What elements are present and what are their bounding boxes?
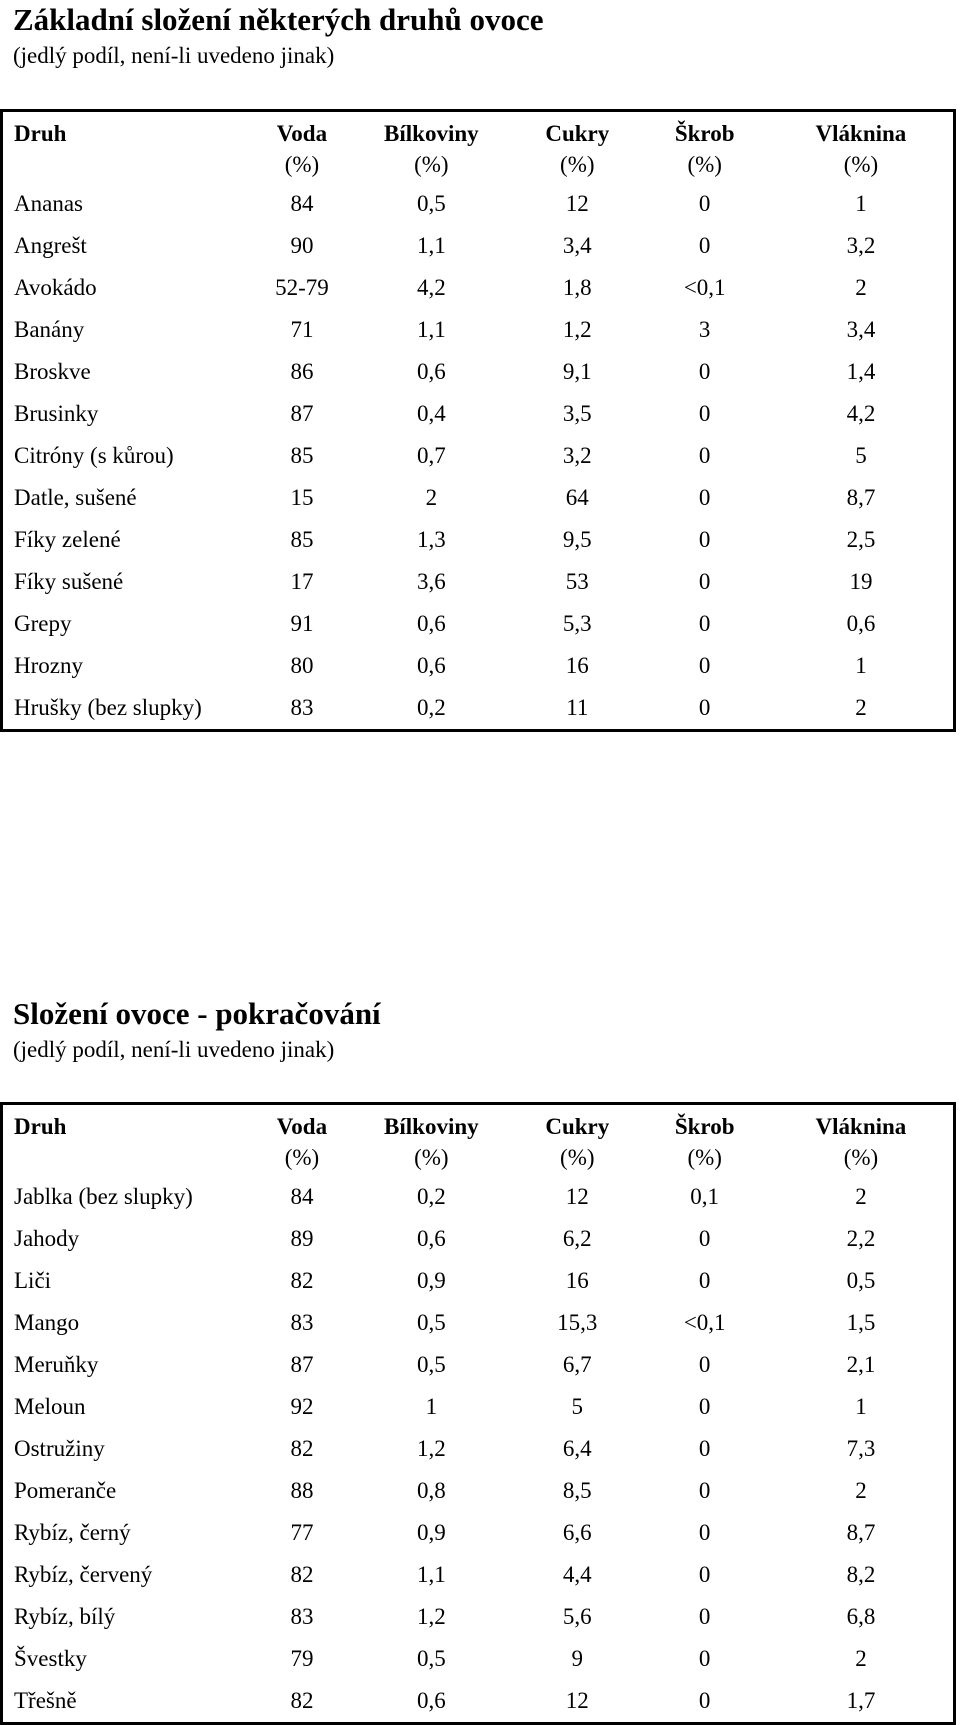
header-unit: (%) xyxy=(687,152,722,177)
value-cell: 0 xyxy=(698,1688,711,1713)
value-cell: 89 xyxy=(290,1226,314,1251)
value-cell: 1,1 xyxy=(416,317,446,342)
fruit-name-cell: Broskve xyxy=(14,359,91,384)
value-cell: 12 xyxy=(565,1688,589,1713)
value-cell: 15,3 xyxy=(557,1310,598,1335)
fruit-name-cell: Rybíz, červený xyxy=(14,1562,153,1587)
header-voda xyxy=(255,111,348,184)
value-cell: 2,1 xyxy=(846,1352,876,1377)
header-unit: (%) xyxy=(560,152,595,177)
value-cell: 6,8 xyxy=(846,1604,876,1629)
value-cell: 0,8 xyxy=(416,1478,446,1503)
value-cell: 0,6 xyxy=(416,653,446,678)
value-cell: 1,4 xyxy=(846,359,876,384)
table-row xyxy=(2,393,955,435)
value-cell: 3,4 xyxy=(562,233,592,258)
header-unit: (%) xyxy=(560,1145,595,1170)
fruit-composition-continued-table xyxy=(0,1102,956,1725)
header-label: Cukry xyxy=(545,121,610,146)
value-cell: 12 xyxy=(565,191,589,216)
header-cukry xyxy=(514,1104,640,1177)
header-unit: (%) xyxy=(687,1145,722,1170)
value-cell: 0,5 xyxy=(846,1268,876,1293)
value-cell: 5,6 xyxy=(562,1604,592,1629)
table-row xyxy=(2,1344,955,1386)
table-row xyxy=(2,225,955,267)
fruit-name-cell: Hrušky (bez slupky) xyxy=(14,695,202,720)
value-cell: 0 xyxy=(698,611,711,636)
value-cell: 9 xyxy=(571,1646,584,1671)
header-label: Vláknina xyxy=(815,121,907,146)
value-cell: 1 xyxy=(855,1394,867,1419)
header-unit: (%) xyxy=(284,1145,320,1170)
header-vlaknina xyxy=(769,111,955,184)
table-row xyxy=(2,519,955,561)
header-label: Škrob xyxy=(674,1114,735,1139)
value-cell: 87 xyxy=(290,401,314,426)
value-cell: 5 xyxy=(571,1394,584,1419)
value-cell: 92 xyxy=(290,1394,314,1419)
table-row xyxy=(2,351,955,393)
value-cell: 1,2 xyxy=(416,1604,446,1629)
value-cell: 0 xyxy=(698,1352,711,1377)
value-cell: 82 xyxy=(290,1268,314,1293)
table-row xyxy=(2,687,955,731)
table-row xyxy=(2,183,955,225)
value-cell: 3,2 xyxy=(846,233,876,258)
value-cell: 6,2 xyxy=(562,1226,592,1251)
value-cell: 6,6 xyxy=(562,1520,592,1545)
header-vlaknina xyxy=(769,1104,955,1177)
value-cell: 85 xyxy=(290,443,314,468)
table-row xyxy=(2,603,955,645)
value-cell: 1,7 xyxy=(846,1688,876,1713)
value-cell: 2 xyxy=(425,485,438,510)
header-label: Cukry xyxy=(545,1114,610,1139)
value-cell: 0 xyxy=(698,233,711,258)
value-cell: 3,4 xyxy=(846,317,876,342)
value-cell: 0 xyxy=(698,1268,711,1293)
table-row xyxy=(2,1596,955,1638)
header-unit: (%) xyxy=(414,152,449,177)
value-cell: 0,6 xyxy=(416,359,446,384)
table-row xyxy=(2,1176,955,1218)
fruit-name-cell: Fíky sušené xyxy=(14,569,124,594)
value-cell: 0 xyxy=(698,401,711,426)
value-cell: 6,4 xyxy=(562,1436,592,1461)
value-cell: 0,9 xyxy=(416,1268,446,1293)
value-cell: 0,5 xyxy=(416,1646,446,1671)
value-cell: 0,1 xyxy=(690,1184,720,1209)
value-cell: 86 xyxy=(290,359,314,384)
value-cell: 16 xyxy=(565,1268,589,1293)
value-cell: 83 xyxy=(290,1604,314,1629)
value-cell: 82 xyxy=(290,1436,314,1461)
fruit-name-cell: Rybíz, černý xyxy=(14,1520,131,1545)
value-cell: 0,5 xyxy=(416,1310,446,1335)
header-label: Bílkoviny xyxy=(384,1114,479,1139)
value-cell: 0 xyxy=(698,485,711,510)
value-cell: 2 xyxy=(855,1646,867,1671)
value-cell: 0,5 xyxy=(416,1352,446,1377)
header-label: Bílkoviny xyxy=(384,121,479,146)
value-cell: 2,2 xyxy=(846,1226,876,1251)
value-cell: 83 xyxy=(290,1310,314,1335)
fruit-name-cell: Třešně xyxy=(14,1688,77,1713)
fruit-name-cell: Jahody xyxy=(14,1226,80,1251)
value-cell: 0,2 xyxy=(416,695,446,720)
value-cell: 0,6 xyxy=(846,611,876,636)
section-title: Složení ovoce - pokračování xyxy=(13,996,381,1031)
header-cukry xyxy=(514,111,640,184)
value-cell: 2 xyxy=(855,275,867,300)
value-cell: 0 xyxy=(698,1646,711,1671)
header-bilkoviny xyxy=(349,1104,515,1177)
fruit-name-cell: Liči xyxy=(14,1268,52,1293)
value-cell: 0 xyxy=(698,569,711,594)
header-label: Voda xyxy=(276,1114,328,1139)
table-row xyxy=(2,1302,955,1344)
fruit-name-cell: Ananas xyxy=(14,191,83,216)
value-cell: 1,1 xyxy=(416,1562,446,1587)
section-title: Základní složení některých druhů ovoce xyxy=(13,2,544,37)
value-cell: 1,8 xyxy=(562,275,592,300)
value-cell: 19 xyxy=(849,569,873,594)
value-cell: 3,6 xyxy=(416,569,446,594)
value-cell: 0 xyxy=(698,527,711,552)
value-cell: 2 xyxy=(855,695,867,720)
fruit-name-cell: Švestky xyxy=(14,1646,87,1671)
value-cell: 0 xyxy=(698,1604,711,1629)
value-cell: 77 xyxy=(290,1520,314,1545)
value-cell: 0 xyxy=(698,1520,711,1545)
value-cell: 87 xyxy=(290,1352,314,1377)
table-row xyxy=(2,1218,955,1260)
fruit-name-cell: Meruňky xyxy=(14,1352,99,1377)
fruit-name-cell: Citróny (s kůrou) xyxy=(14,443,174,468)
table-row xyxy=(2,1260,955,1302)
value-cell: 15 xyxy=(290,485,314,510)
value-cell: 4,4 xyxy=(562,1562,592,1587)
value-cell: 1 xyxy=(425,1394,438,1419)
value-cell: 16 xyxy=(565,653,589,678)
value-cell: 1 xyxy=(855,653,867,678)
value-cell: 1,1 xyxy=(416,233,446,258)
value-cell: 1,2 xyxy=(562,317,592,342)
header-label: Voda xyxy=(276,121,328,146)
value-cell: 0,7 xyxy=(416,443,446,468)
value-cell: 0 xyxy=(698,1562,711,1587)
value-cell: 0,5 xyxy=(416,191,446,216)
value-cell: 1,2 xyxy=(416,1436,446,1461)
table-row xyxy=(2,477,955,519)
fruit-name-cell: Jablka (bez slupky) xyxy=(14,1184,193,1209)
value-cell: 53 xyxy=(565,569,589,594)
value-cell: 0,6 xyxy=(416,1688,446,1713)
value-cell: 88 xyxy=(290,1478,314,1503)
value-cell: 3,5 xyxy=(562,401,592,426)
fruit-name-cell: Datle, sušené xyxy=(14,485,137,510)
value-cell: 11 xyxy=(566,695,589,720)
section-subtitle: (jedlý podíl, není-li uvedeno jinak) xyxy=(13,43,335,68)
section-subtitle: (jedlý podíl, není-li uvedeno jinak) xyxy=(13,1037,335,1062)
value-cell: 0,6 xyxy=(416,1226,446,1251)
value-cell: 0,9 xyxy=(416,1520,446,1545)
value-cell: 0 xyxy=(698,653,711,678)
value-cell: 2,5 xyxy=(846,527,876,552)
value-cell: 8,7 xyxy=(846,1520,876,1545)
value-cell: 1,5 xyxy=(846,1310,876,1335)
fruit-name-cell: Rybíz, bílý xyxy=(14,1604,116,1629)
fruit-name-cell: Ostružiny xyxy=(14,1436,105,1461)
value-cell: 0,4 xyxy=(416,401,446,426)
value-cell: <0,1 xyxy=(683,1310,726,1335)
table-body xyxy=(2,1176,955,1724)
fruit-name-cell: Brusinky xyxy=(14,401,99,426)
header-unit: (%) xyxy=(843,1145,879,1170)
value-cell: 1,3 xyxy=(416,527,446,552)
header-label: Škrob xyxy=(674,121,735,146)
value-cell: 3 xyxy=(698,317,711,342)
value-cell: 52-79 xyxy=(275,275,329,300)
value-cell: 8,5 xyxy=(562,1478,592,1503)
header-unit: (%) xyxy=(843,152,879,177)
value-cell: 2 xyxy=(855,1184,867,1209)
value-cell: 3,2 xyxy=(562,443,592,468)
fruit-name-cell: Hrozny xyxy=(14,653,83,678)
value-cell: 71 xyxy=(290,317,314,342)
fruit-name-cell: Banány xyxy=(14,317,85,342)
header-druh: Druh xyxy=(14,121,67,146)
value-cell: 1 xyxy=(855,191,867,216)
value-cell: 91 xyxy=(290,611,314,636)
table-row xyxy=(2,1428,955,1470)
fruit-name-cell: Angrešt xyxy=(14,233,87,258)
value-cell: 0,6 xyxy=(416,611,446,636)
header-label: Vláknina xyxy=(815,1114,907,1139)
value-cell: 8,2 xyxy=(846,1562,876,1587)
value-cell: 5,3 xyxy=(562,611,592,636)
fruit-name-cell: Fíky zelené xyxy=(14,527,121,552)
table-row xyxy=(2,645,955,687)
table-body xyxy=(2,183,955,731)
value-cell: 84 xyxy=(290,1184,314,1209)
value-cell: 17 xyxy=(290,569,314,594)
value-cell: 0 xyxy=(698,1394,711,1419)
value-cell: 6,7 xyxy=(562,1352,592,1377)
header-unit: (%) xyxy=(414,1145,449,1170)
fruit-name-cell: Mango xyxy=(14,1310,80,1335)
table-row xyxy=(2,267,955,309)
table-row xyxy=(2,1554,955,1596)
value-cell: 5 xyxy=(855,443,867,468)
header-voda xyxy=(255,1104,348,1177)
value-cell: 84 xyxy=(290,191,314,216)
value-cell: 9,1 xyxy=(562,359,592,384)
table-row xyxy=(2,1638,955,1680)
value-cell: 0 xyxy=(698,1436,711,1461)
fruit-name-cell: Grepy xyxy=(14,611,72,636)
fruit-name-cell: Pomeranče xyxy=(14,1478,117,1503)
value-cell: 0 xyxy=(698,191,711,216)
header-skrob xyxy=(640,1104,768,1177)
value-cell: 82 xyxy=(290,1562,314,1587)
value-cell: 8,7 xyxy=(846,485,876,510)
header-skrob xyxy=(640,111,768,184)
value-cell: <0,1 xyxy=(683,275,726,300)
table-row xyxy=(2,435,955,477)
fruit-name-cell: Meloun xyxy=(14,1394,86,1419)
table-row xyxy=(2,561,955,603)
value-cell: 0 xyxy=(698,359,711,384)
value-cell: 0 xyxy=(698,1478,711,1503)
table-header-row xyxy=(2,111,955,184)
value-cell: 0 xyxy=(698,1226,711,1251)
value-cell: 2 xyxy=(855,1478,867,1503)
table-row xyxy=(2,1680,955,1724)
fruit-composition-table xyxy=(0,109,956,732)
value-cell: 83 xyxy=(290,695,314,720)
value-cell: 85 xyxy=(290,527,314,552)
table-row xyxy=(2,1512,955,1554)
value-cell: 90 xyxy=(290,233,314,258)
value-cell: 4,2 xyxy=(416,275,446,300)
table-row xyxy=(2,309,955,351)
table-row xyxy=(2,1386,955,1428)
value-cell: 0,2 xyxy=(416,1184,446,1209)
value-cell: 82 xyxy=(290,1688,314,1713)
header-druh: Druh xyxy=(14,1114,67,1139)
value-cell: 79 xyxy=(290,1646,314,1671)
header-unit: (%) xyxy=(284,152,320,177)
value-cell: 9,5 xyxy=(562,527,592,552)
fruit-name-cell: Avokádo xyxy=(14,275,97,300)
value-cell: 7,3 xyxy=(846,1436,876,1461)
table-row xyxy=(2,1470,955,1512)
value-cell: 0 xyxy=(698,695,711,720)
value-cell: 4,2 xyxy=(846,401,876,426)
value-cell: 12 xyxy=(565,1184,589,1209)
table-header-row xyxy=(2,1104,955,1177)
value-cell: 80 xyxy=(290,653,314,678)
value-cell: 0 xyxy=(698,443,711,468)
value-cell: 64 xyxy=(565,485,589,510)
header-bilkoviny xyxy=(349,111,515,184)
